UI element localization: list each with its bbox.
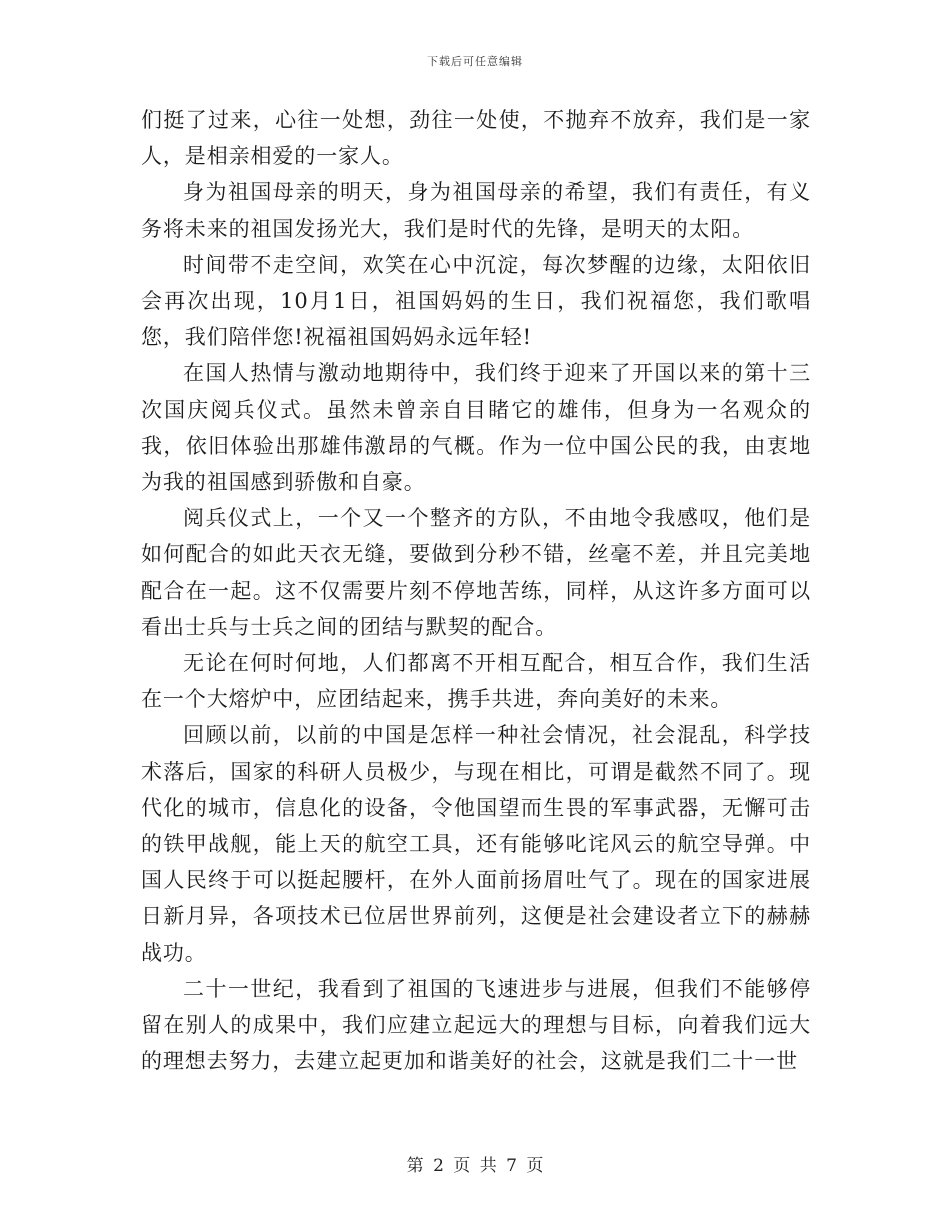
document-body	[141, 102, 811, 1079]
paragraph: 无论在何时何地，人们都离不开相互配合，相互合作，我们生活在一个大熔炉中，应团结起来，携手共进，奔向美好的未来。	[141, 651, 811, 712]
paragraph: 阅兵仪式上，一个又一个整齐的方队，不由地令我感叹，他们是如何配合的如此天衣无缝，要做到分秒不错，丝毫不差，并且完美地配合在一起。这不仅需要片刻不停地苦练，同样，从这许多方面可以看出士兵与士兵之间的团结与默契的配合。	[141, 506, 811, 639]
paragraph: 回顾以前，以前的中国是怎样一种社会情况，社会混乱，科学技术落后，国家的科研人员极少，与现在相比，可谓是截然不同了。现代化的城市，信息化的设备，令他国望而生畏的军事武器，无懈可击的铁甲战舰，能上天的航空工具，还有能够叱诧风云的航空导弹。中国人民终于可以挺起腰杆，在外人面前扬眉吐气了。现在的国家进展日新月异，各项技术已位居世界前列，这便是社会建设者立下的赫赫战功。	[141, 723, 811, 965]
paragraph: 二十一世纪，我看到了祖国的飞速进步与进展，但我们不能够停留在别人的成果中，我们应建立起远大的理想与目标，向着我们远大的理想去努力，去建立起更加和谐美好的社会，这就是我们二十一世	[141, 976, 811, 1074]
paragraph: 身为祖国母亲的明天，身为祖国母亲的希望，我们有责任，有义务将未来的祖国发扬光大，我们是时代的先锋，是明天的太阳。	[141, 180, 811, 241]
paragraph: 们挺了过来，心往一处想，劲往一处使，不抛弃不放弃，我们是一家人，是相亲相爱的一家人。	[141, 108, 811, 169]
paragraph: 在国人热情与激动地期待中，我们终于迎来了开国以来的第十三次国庆阅兵仪式。虽然未曾亲自目睹它的雄伟，但身为一名观众的我，依旧体验出那雄伟激昂的气概。作为一位中国公民的我，由衷地为我的祖国感到骄傲和自豪。	[141, 361, 811, 495]
page-number-footer: 第 2 页 共 7 页	[406, 1156, 544, 1176]
paragraph: 时间带不走空间，欢笑在心中沉淀，每次梦醒的边缘，太阳依旧会再次出现，10月1日，祖国妈妈的生日，我们祝福您，我们歌唱您，我们陪伴您!祝福祖国妈妈永远年轻!	[141, 252, 811, 350]
page-header: 下载后可任意编辑	[427, 55, 523, 68]
